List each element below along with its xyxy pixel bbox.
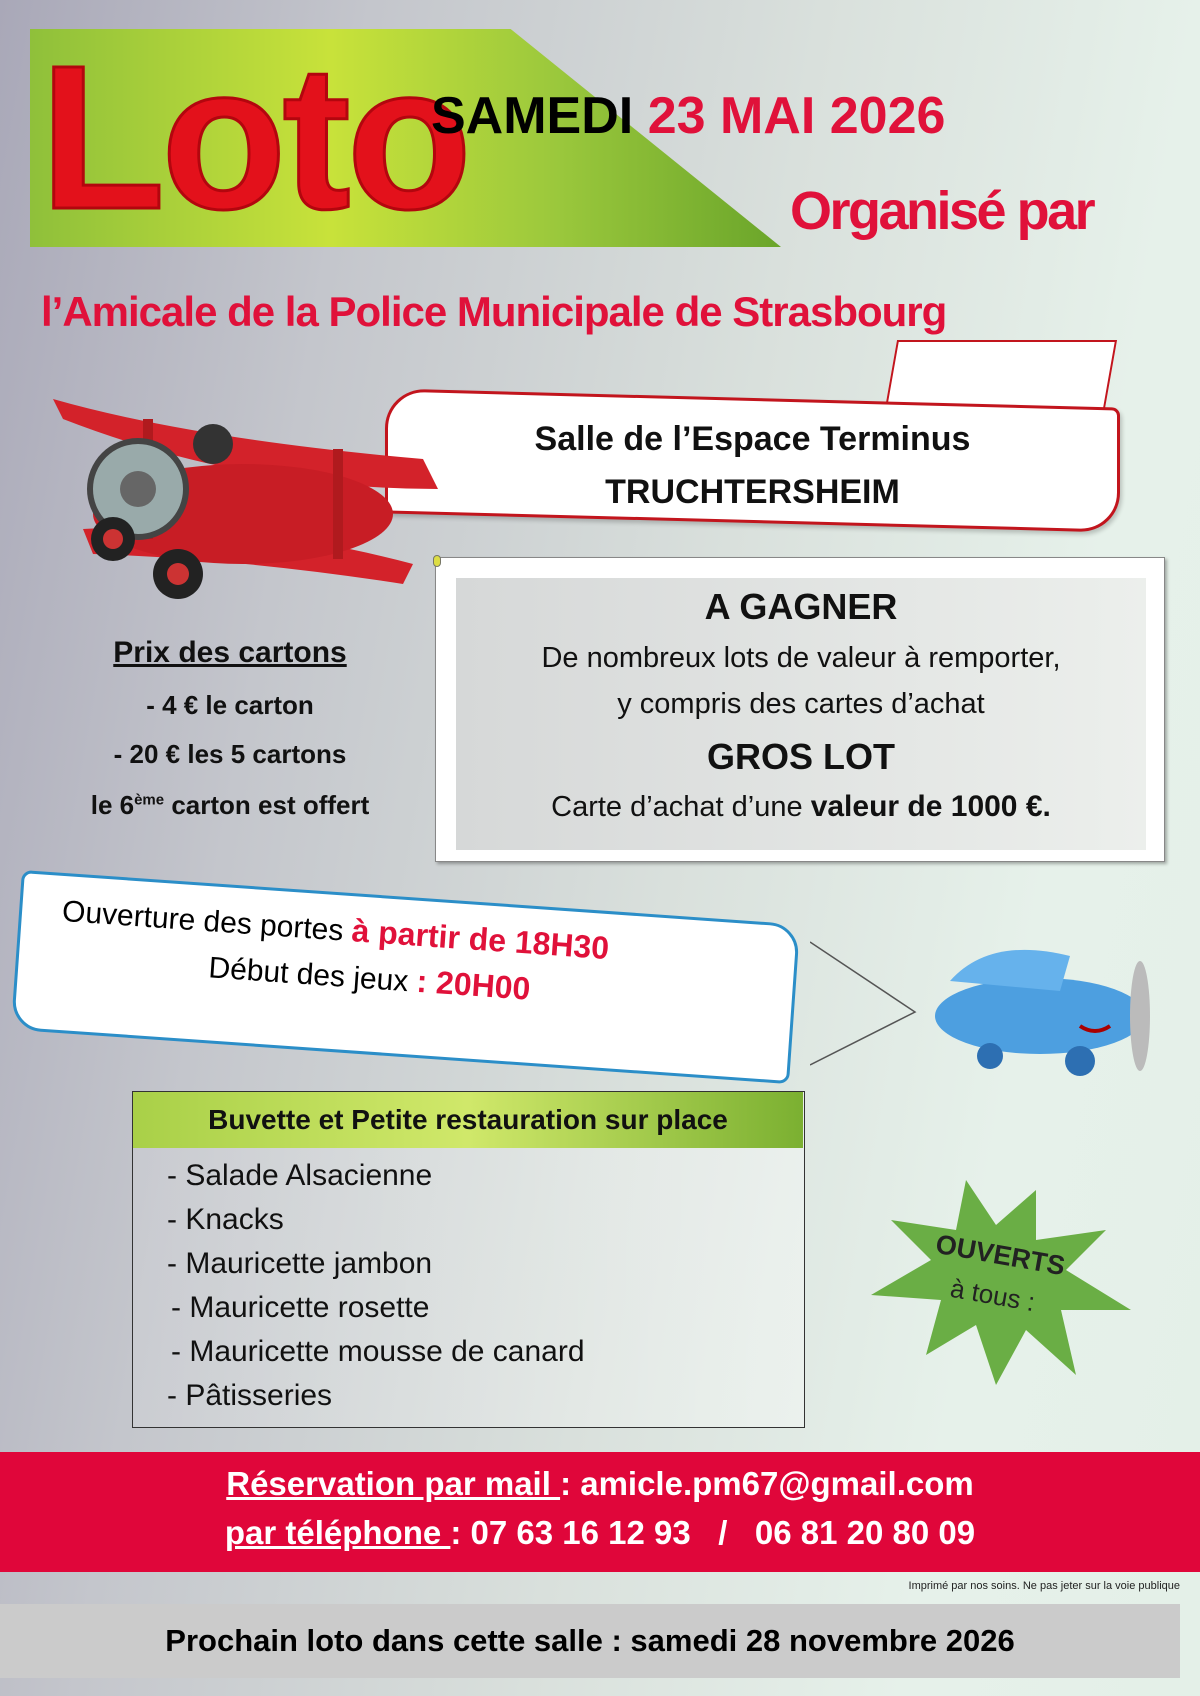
pin-icon [433,555,441,567]
games-label: Début des jeux [207,951,418,999]
price-item: - 20 € les 5 cartons [113,739,347,769]
phone-line [0,1514,1200,1552]
jackpot-title: GROS LOT [707,736,895,777]
organiser-name: l’Amicale de la Police Municipale de Strasbourg [41,288,947,335]
venue-hall: Salle de l’Espace Terminus [534,420,971,458]
prizes-line: y compris des cartes d’achat [617,688,985,720]
price-item: - 4 € le carton [146,690,314,720]
doors-time: à partir de 18H30 [350,912,611,967]
phone-label: par téléphone [224,1514,451,1551]
venue-town: TRUCHTERSHEIM [605,473,900,511]
offer-text: le 6 [90,790,135,820]
prizes-box [435,557,1165,862]
food-item: - Knacks [167,1203,284,1236]
blue-plane-icon [930,941,1175,1081]
event-date-value: 23 MAI 2026 [647,87,946,145]
loto-logo: Loto [40,23,468,252]
doors-label: Ouverture des portes [61,894,353,949]
food-item: - Salade Alsacienne [167,1159,433,1192]
food-item: - Pâtisseries [167,1379,333,1412]
tow-rope [810,940,930,1070]
prizes-line: De nombreux lots de valeur à remporter, [541,642,1061,674]
prizes-title: A GAGNER [704,586,898,627]
starburst-badge-icon [866,1160,1136,1390]
phone-numbers: : 07 63 16 12 93 / 06 81 20 80 09 [450,1514,976,1551]
badge-line2: à tous : [948,1272,1038,1318]
mail-link[interactable]: : amicle.pm67@gmail.com [560,1465,974,1502]
organised-by: Organisé par [790,181,1094,241]
red-biplane-icon [43,379,443,614]
event-date [431,86,1131,146]
prices-title: Prix des cartons [113,636,347,669]
printed-note: Imprimé par nos soins. Ne pas jeter sur la voie publique [908,1580,1180,1592]
mail-label: Réservation par mail [226,1465,561,1502]
price-offer [40,790,420,821]
food-item: - Mauricette mousse de canard [171,1335,585,1368]
mail-line [0,1465,1200,1503]
jackpot-text: Carte d’achat d’une [551,791,811,823]
schedule-banner [11,870,800,1084]
doors-line [61,892,610,967]
food-title: Buvette et Petite restauration sur place [133,1092,803,1148]
offer-text: carton est offert [164,790,370,820]
badge-line1: OUVERTS [933,1228,1068,1282]
event-day: SAMEDI [431,87,634,145]
games-time: : 20H00 [415,962,532,1007]
food-item: - Mauricette jambon [167,1247,433,1280]
food-box [132,1091,805,1428]
food-item: - Mauricette rosette [171,1291,430,1324]
jackpot-line [436,790,1166,824]
next-loto: Prochain loto dans cette salle : samedi 28 novembre 2026 [0,1604,1180,1678]
jackpot-value: valeur de 1000 €. [810,790,1051,823]
offer-sup: ème [134,791,165,809]
